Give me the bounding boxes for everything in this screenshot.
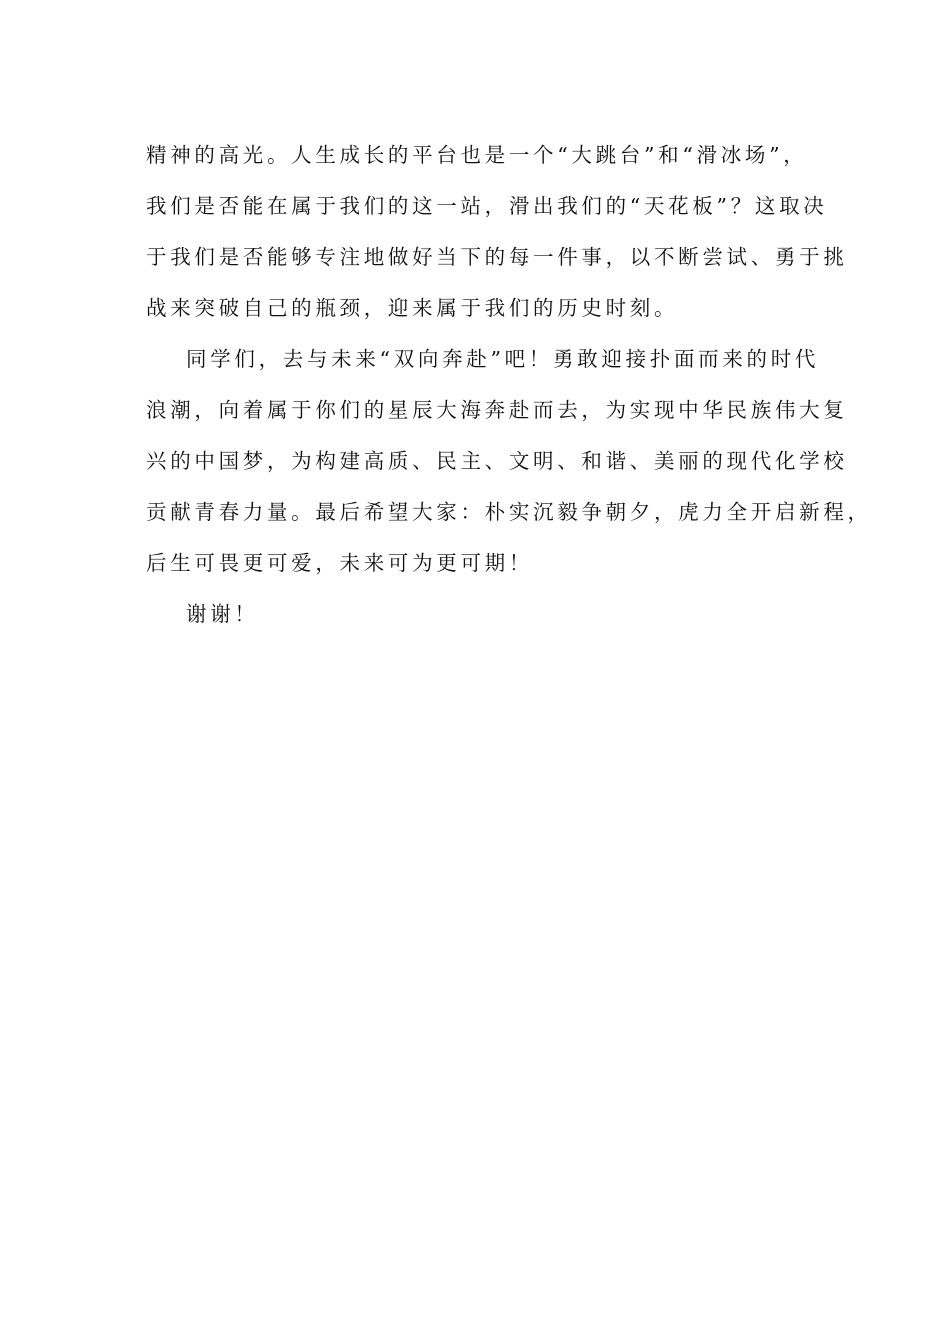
text-line: 浪潮，向着属于你们的星辰大海奔赴而去，为实现中华民族伟大复 — [146, 398, 848, 422]
text-line: 我们是否能在属于我们的这一站，滑出我们的“天花板”？这取决 — [146, 194, 828, 218]
closing-line: 谢谢！ — [186, 602, 259, 626]
text-line: 后生可畏更可爱，未来可为更可期！ — [146, 551, 534, 575]
document-body — [146, 130, 872, 640]
paragraph-3 — [146, 589, 826, 640]
text-line: 兴的中国梦，为构建高质、民主、文明、和谐、美丽的现代化学校 — [146, 449, 848, 473]
text-line: 于我们是否能够专注地做好当下的每一件事，以不断尝试、勇于挑 — [146, 245, 848, 269]
paragraph-2 — [146, 334, 872, 589]
text-line: 贡献青春力量。最后希望大家：朴实沉毅争朝夕，虎力全开启新程， — [146, 500, 872, 524]
paragraph-1 — [146, 130, 848, 334]
text-line: 精神的高光。人生成长的平台也是一个“大跳台”和“滑冰场”， — [146, 143, 808, 167]
text-line: 战来突破自己的瓶颈，迎来属于我们的历史时刻。 — [146, 296, 679, 320]
text-line: 同学们，去与未来“双向奔赴”吧！勇敢迎接扑面而来的时代 — [186, 347, 820, 371]
